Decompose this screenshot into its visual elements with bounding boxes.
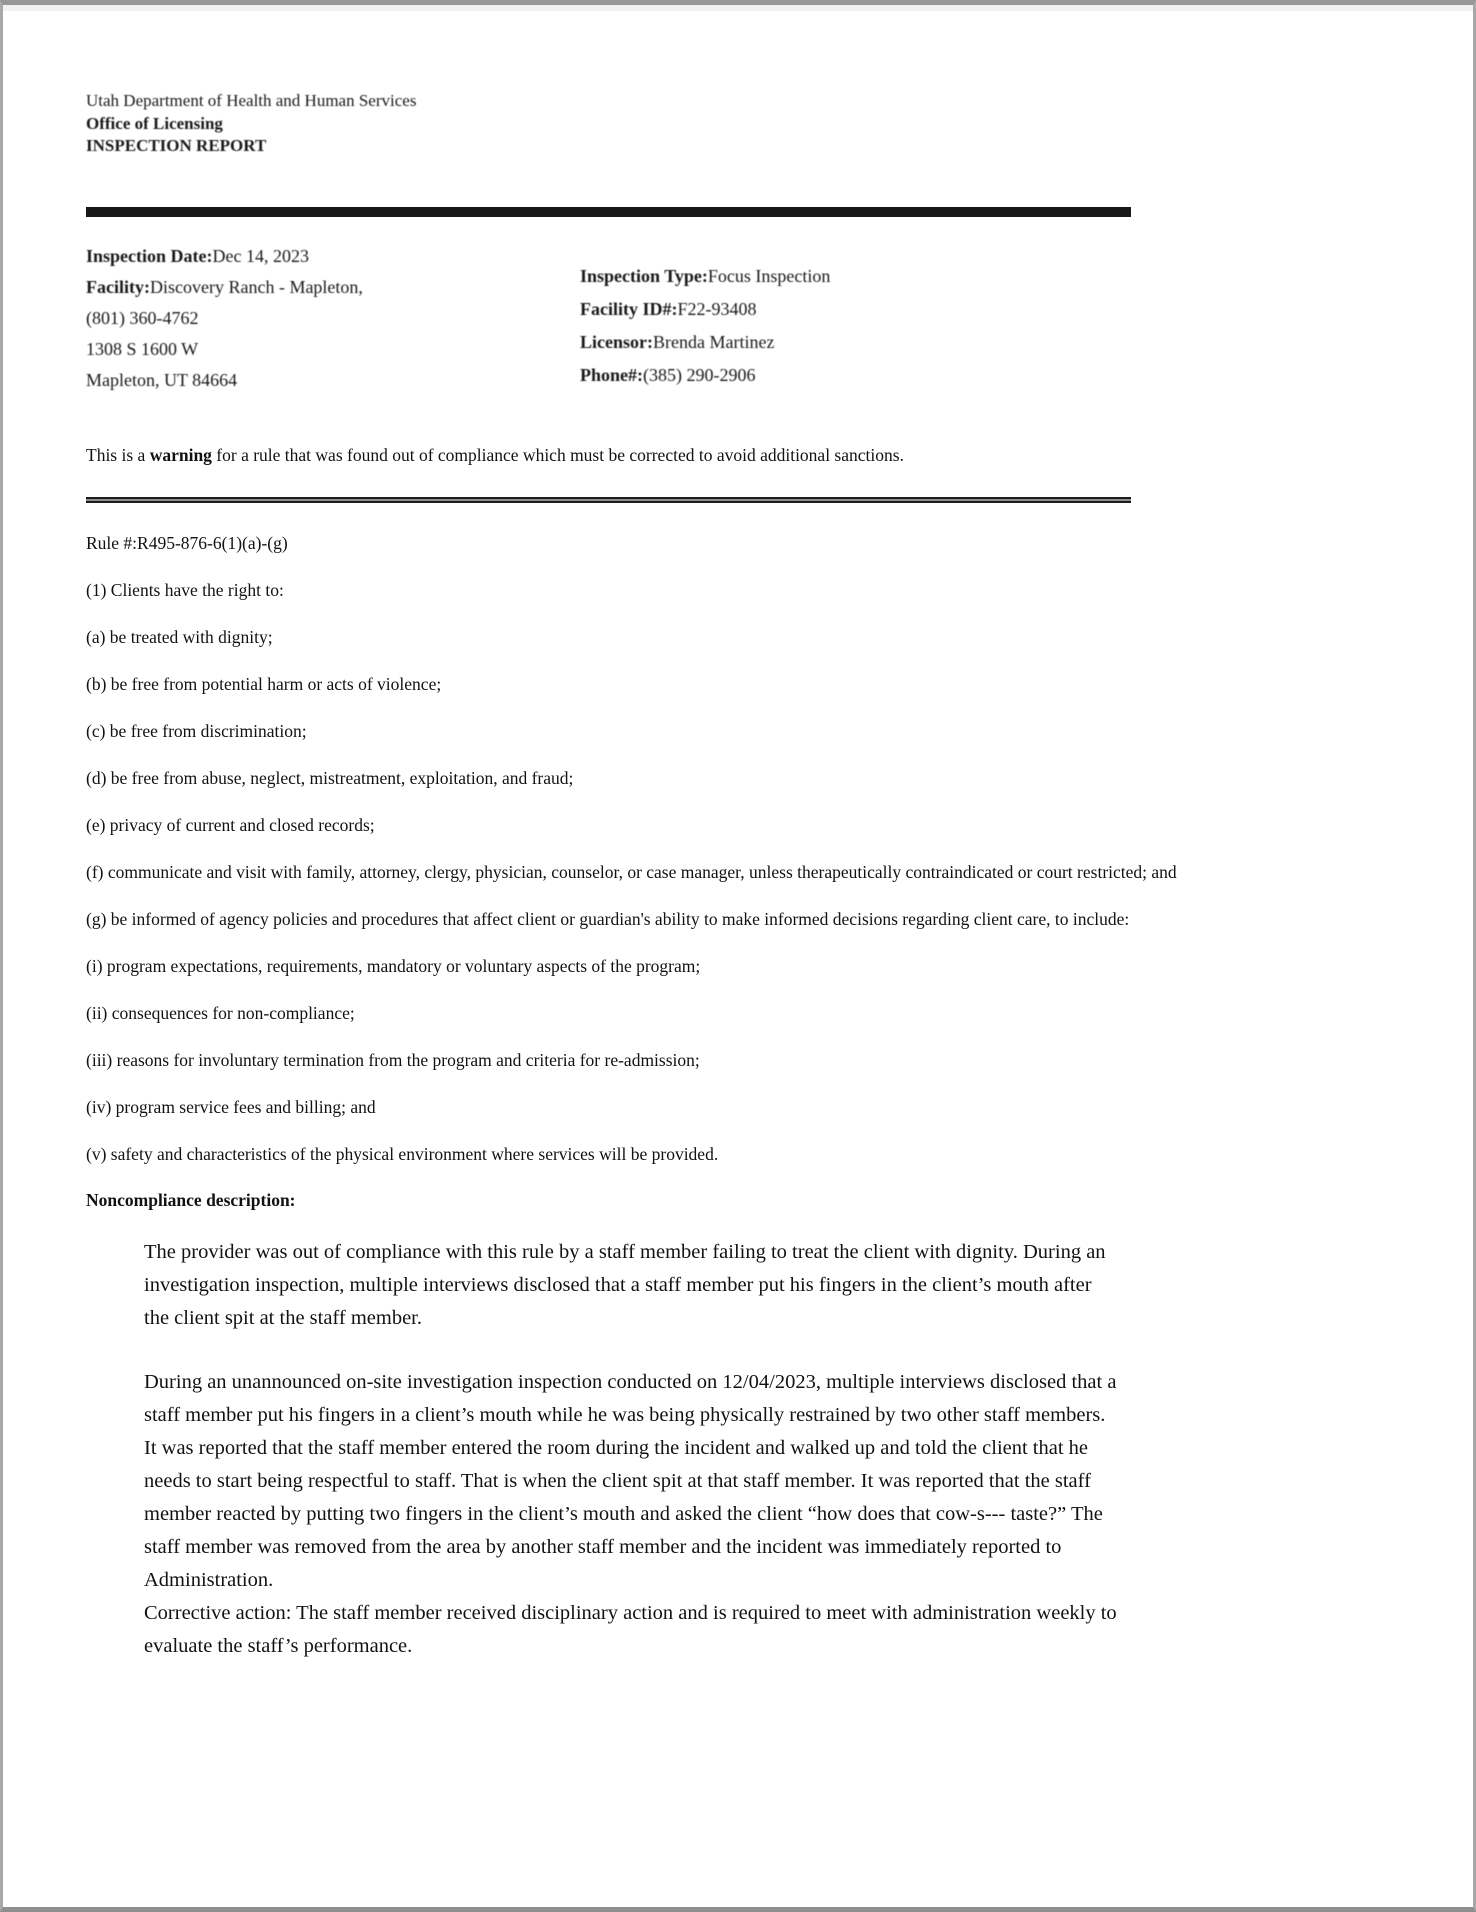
- facility-id-label: Facility ID#:: [580, 298, 678, 319]
- rule-item: (1) Clients have the right to:: [86, 579, 284, 600]
- warning-suffix: for a rule that was found out of compliance which must be corrected to avoid additional sanctions.: [211, 444, 904, 465]
- rule-item: (v) safety and characteristics of the physical environment where services will be provided.: [86, 1143, 719, 1164]
- rule-section: [86, 532, 1196, 1166]
- facility-phone-line: (801) 360-4762: [86, 307, 199, 328]
- inspection-date-label: Inspection Date:: [86, 245, 213, 266]
- inspection-metadata: [86, 241, 1131, 396]
- noncompliance-paragraph: The provider was out of compliance with this rule by a staff member failing to treat the client with dignity. During an investigation inspection, multiple interviews disclosed that a staff member put his fingers in the client’s mouth after the client spit at the staff member.: [144, 1240, 1106, 1329]
- licensor-phone-label: Phone#:: [580, 364, 643, 385]
- warning-keyword: warning: [149, 444, 212, 465]
- office-name: Office of Licensing: [86, 113, 223, 133]
- rule-item: (g) be informed of agency policies and procedures that affect client or guardian's ability to make informed decisions regarding client care, to include:: [86, 908, 1130, 929]
- rule-item: (ii) consequences for non-compliance;: [86, 1002, 355, 1023]
- licensor-line: [580, 326, 830, 359]
- facility-label: Facility:: [86, 276, 150, 297]
- noncompliance-paragraph: During an unannounced on-site investigation inspection conducted on 12/04/2023, multiple interviews disclosed that a staff member put his fingers in a client’s mouth while he was being physically restrained by two other staff members. It was reported that the staff member entered the room during the incident and walked up and told the client that he needs to start being respectful to staff. That is when the client spit at that staff member. It was reported that the staff member reacted by putting two fingers in the client’s mouth and asked the client “how does that cow-s--- taste?” The staff member was removed from the area by another staff member and the incident was immediately reported to Administration.: [144, 1370, 1117, 1591]
- agency-name: Utah Department of Health and Human Services: [86, 91, 417, 110]
- warning-prefix: This is a: [86, 444, 150, 465]
- inspection-date-value: Dec 14, 2023: [212, 245, 309, 266]
- rule-item: (i) program expectations, requirements, mandatory or voluntary aspects of the program;: [86, 955, 701, 976]
- letterhead: [86, 0, 1131, 158]
- rule-item: (c) be free from discrimination;: [86, 720, 307, 741]
- inspection-date-line: [86, 241, 580, 272]
- rule-item: (iv) program service fees and billing; and: [86, 1096, 376, 1117]
- document-title: INSPECTION REPORT: [86, 136, 267, 155]
- rule-item: (b) be free from potential harm or acts of violence;: [86, 673, 442, 694]
- noncompliance-description: [86, 1236, 1119, 1663]
- facility-value: Discovery Ranch - Mapleton,: [149, 276, 363, 297]
- inspection-info-column: [580, 260, 830, 396]
- licensor-label: Licensor:: [580, 331, 653, 352]
- rule-number: Rule #:R495-876-6(1)(a)-(g): [86, 532, 288, 553]
- corrective-action-paragraph: Corrective action: The staff member received disciplinary action and is required to meet with administration weekly to evaluate the staff’s performance.: [144, 1601, 1117, 1657]
- noncompliance-heading: Noncompliance description:: [86, 1189, 296, 1210]
- rule-item: (a) be treated with dignity;: [86, 626, 273, 647]
- facility-id-line: [580, 293, 830, 326]
- licensor-value: Brenda Martinez: [652, 331, 775, 352]
- inspection-type-line: [580, 260, 830, 293]
- rule-item: (iii) reasons for involuntary termination from the program and criteria for re-admission;: [86, 1049, 700, 1070]
- rule-item: (f) communicate and visit with family, attorney, clergy, physician, counselor, or case manager, unless therapeutically contraindicated or court restricted; and: [86, 861, 1177, 882]
- facility-id-value: F22-93408: [677, 298, 757, 319]
- rule-item: (e) privacy of current and closed records;: [86, 814, 375, 835]
- facility-info-column: [86, 241, 580, 396]
- licensor-phone-line: [580, 359, 830, 392]
- header-divider-bar: [86, 207, 1131, 217]
- facility-line: [86, 272, 580, 303]
- section-divider-bar: [86, 497, 1131, 503]
- facility-address-line2: Mapleton, UT 84664: [86, 369, 238, 390]
- rule-item: (d) be free from abuse, neglect, mistreatment, exploitation, and fraud;: [86, 767, 574, 788]
- facility-address-line1: 1308 S 1600 W: [86, 338, 199, 359]
- inspection-type-value: Focus Inspection: [707, 265, 831, 286]
- warning-statement: [86, 444, 1186, 467]
- inspection-type-label: Inspection Type:: [580, 265, 708, 286]
- licensor-phone-value: (385) 290-2906: [643, 364, 756, 385]
